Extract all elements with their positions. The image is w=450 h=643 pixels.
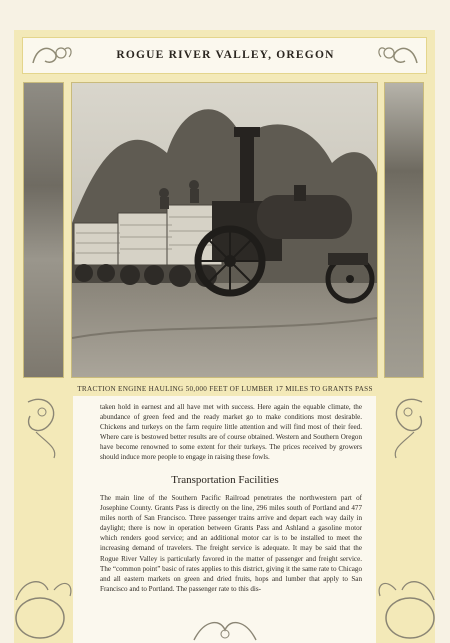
photo-side-strip-left	[23, 82, 64, 378]
body-paragraph: taken hold in earnest and all have met with success. Here again the equable climate, the abundance of green feed and the ready market go to make conditions most desirable. Chickens and turkeys on the farm require little attention and will find most of their feed. Where care is bestowed better results are of course obtained. Western and Southern Oregon have become renowned to some extent for their turkeys. The prices received by growers should induce more people to engage in raising these fowls.	[100, 403, 362, 462]
floral-ornament-icon	[27, 41, 75, 69]
section-heading: Transportation Facilities	[171, 474, 279, 486]
photo-caption: TRACTION ENGINE HAULING 50,000 FEET OF LUMBER 17 MILES TO GRANTS PASS	[77, 385, 373, 393]
floral-ornament-icon	[384, 392, 432, 462]
floral-ornament-icon	[8, 560, 78, 643]
body-paragraph: The main line of the Southern Pacific Railroad penetrates the northwestern part of Josephine County. Grants Pass is directly on the line, 296 miles south of Portland and 477 miles north of San Francisco. Three passenger trains arrive and depart each way daily in daylight; there is now in operation between Grants Pass and Ashland a gasoline motor which renders good service; and an additional motor car is to be installed to meet the increasing demand of travelers. The freight service is adequate. It may be said that the Rogue River Valley is particularly favored in the matter of passenger and freight service. The “common point” basic of rates applies to this district, giving it the same rate to Chicago and all eastern markets on green and dried fruits, hops and lumber that apply to San Francisco and to Portland. The passenger rate to this dis-	[100, 494, 362, 593]
header-banner	[22, 37, 427, 74]
photo-illustration	[72, 83, 377, 377]
traction-engine-photo	[71, 82, 378, 378]
photo-side-strip-right	[384, 82, 424, 378]
floral-ornament-icon	[375, 41, 423, 69]
page-title: ROGUE RIVER VALLEY, OREGON	[116, 49, 335, 61]
floral-ornament-icon	[372, 560, 442, 643]
floral-ornament-icon	[18, 392, 66, 462]
floral-ornament-icon	[190, 612, 260, 643]
